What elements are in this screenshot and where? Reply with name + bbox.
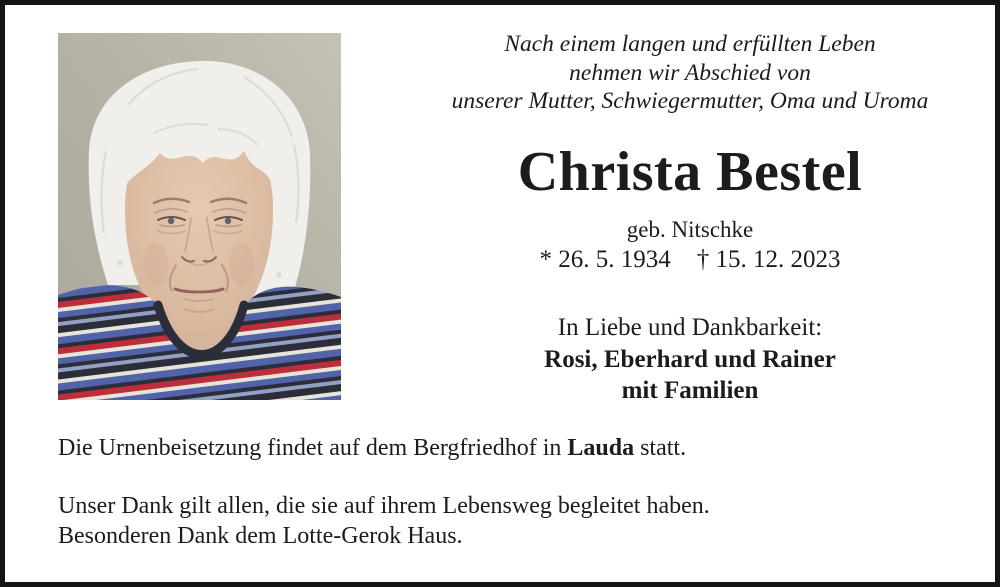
thanks-text (58, 492, 710, 551)
intro-line-1: Nach einem langen und erfüllten Leben (504, 31, 876, 57)
thanks-line-1: Unser Dank gilt allen, die sie auf ihrem Lebensweg begleitet haben. (58, 493, 710, 519)
intro-text (430, 30, 950, 116)
death-date: † 15. 12. 2023 (696, 246, 841, 273)
birth-date: * 26. 5. 1934 (539, 246, 671, 273)
cheek-shadow-right (229, 243, 255, 287)
burial-notice (58, 434, 686, 462)
maiden-name: geb. Nitschke (626, 217, 754, 242)
left-eye-iris (168, 218, 174, 224)
farewell-text (430, 312, 950, 407)
thanks-line-2: Besonderen Dank dem Lotte-Gerok Haus. (58, 522, 463, 549)
life-dates (430, 247, 950, 273)
farewell-line-3: mit Familien (621, 377, 759, 404)
burial-place: Lauda (567, 435, 635, 461)
burial-suffix: statt. (634, 435, 687, 461)
portrait-illustration (58, 33, 341, 400)
intro-line-3: unserer Mutter, Schwiegermutter, Oma und Uroma (451, 88, 929, 114)
intro-line-2: nehmen wir Abschied von (569, 59, 811, 86)
right-eye-iris (225, 218, 231, 224)
left-earring (118, 261, 123, 266)
cheek-shadow-left (143, 243, 169, 287)
deceased-name: Christa Bestel (517, 141, 863, 203)
right-earring (277, 273, 282, 278)
farewell-line-1: In Liebe und Dankbarkeit: (557, 314, 823, 341)
farewell-line-2: Rosi, Eberhard und Rainer (544, 345, 836, 373)
portrait-photo (58, 33, 341, 400)
burial-prefix: Die Urnenbeisetzung findet auf dem Bergfriedhof in (58, 435, 568, 461)
